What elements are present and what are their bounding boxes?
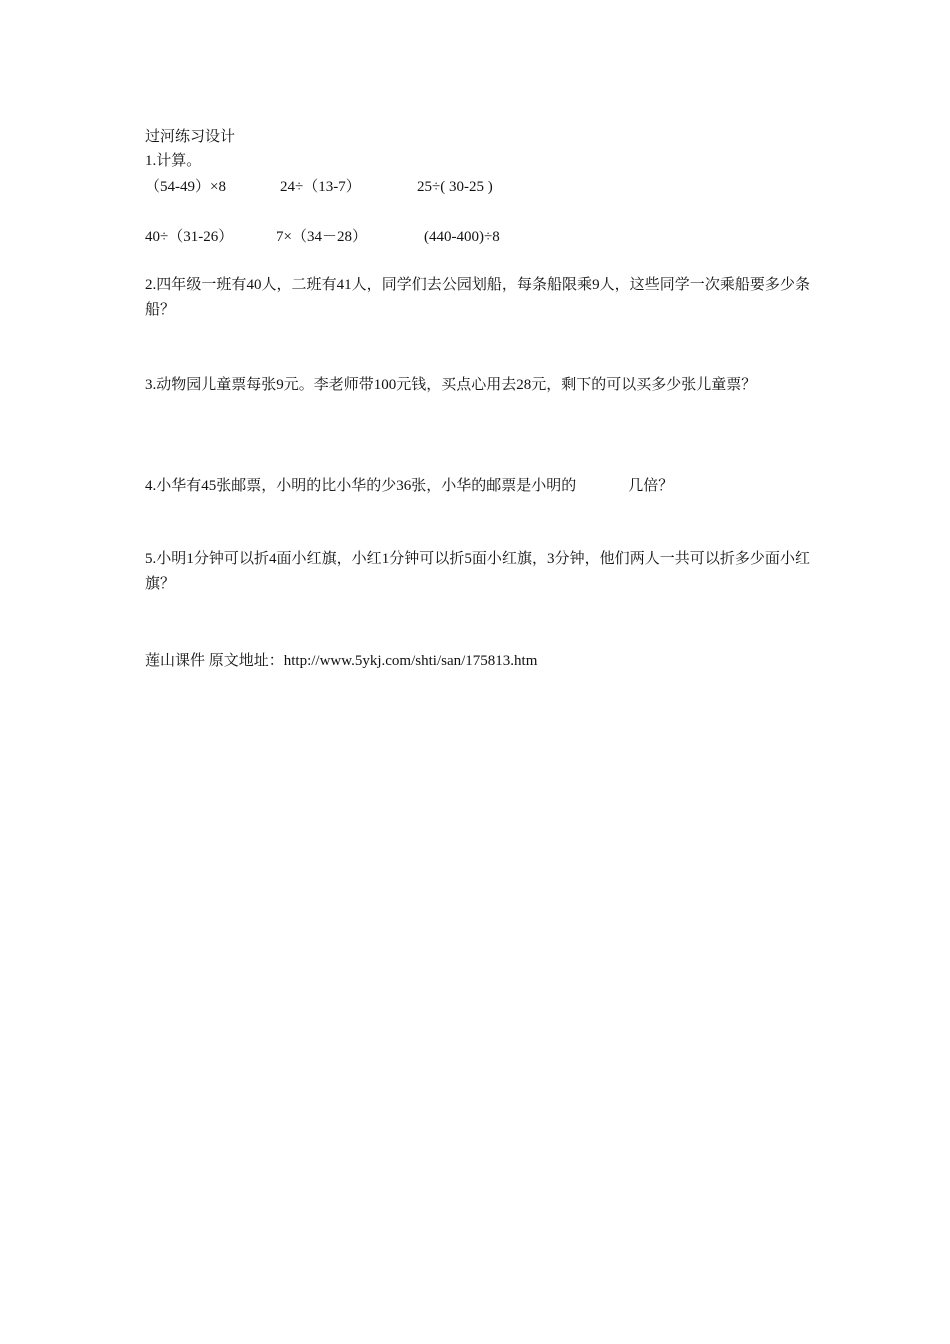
- question-1-heading: 1.计算。: [145, 153, 202, 169]
- expression-5: 7×（34－28）: [276, 229, 367, 245]
- question-4-suffix: 几倍？: [628, 478, 674, 494]
- question-5: 5.小明1分钟可以折4面小红旗，小红1分钟可以折5面小红旗，3分钟，他们两人一共可以折多少面小红旗？: [145, 551, 810, 592]
- expression-6: (440-400)÷8: [424, 229, 500, 245]
- question-1-row-1: [145, 177, 810, 197]
- expression-3: 25÷( 30-25 ): [417, 179, 493, 195]
- question-1-row-2: [145, 227, 810, 247]
- expression-2: 24÷（13-7）: [280, 179, 361, 195]
- question-4: [145, 476, 673, 496]
- question-3: 3.动物园儿童票每张9元。李老师带100元钱，买点心用去28元，剩下的可以买多少张儿童票？: [145, 377, 757, 393]
- question-2: 2.四年级一班有40人，二班有41人，同学们去公园划船，每条船限乘9人，这些同学一次乘船要多少条船？: [145, 277, 810, 318]
- expression-1: （54-49）×8: [145, 179, 226, 195]
- question-4-text: 4.小华有45张邮票，小明的比小华的少36张，小华的邮票是小明的: [145, 478, 577, 494]
- expression-4: 40÷（31-26）: [145, 229, 234, 245]
- document-title: 过河练习设计: [145, 129, 236, 145]
- footer-source: 莲山课件 原文地址：http://www.5ykj.com/shti/san/175813.htm: [145, 653, 538, 669]
